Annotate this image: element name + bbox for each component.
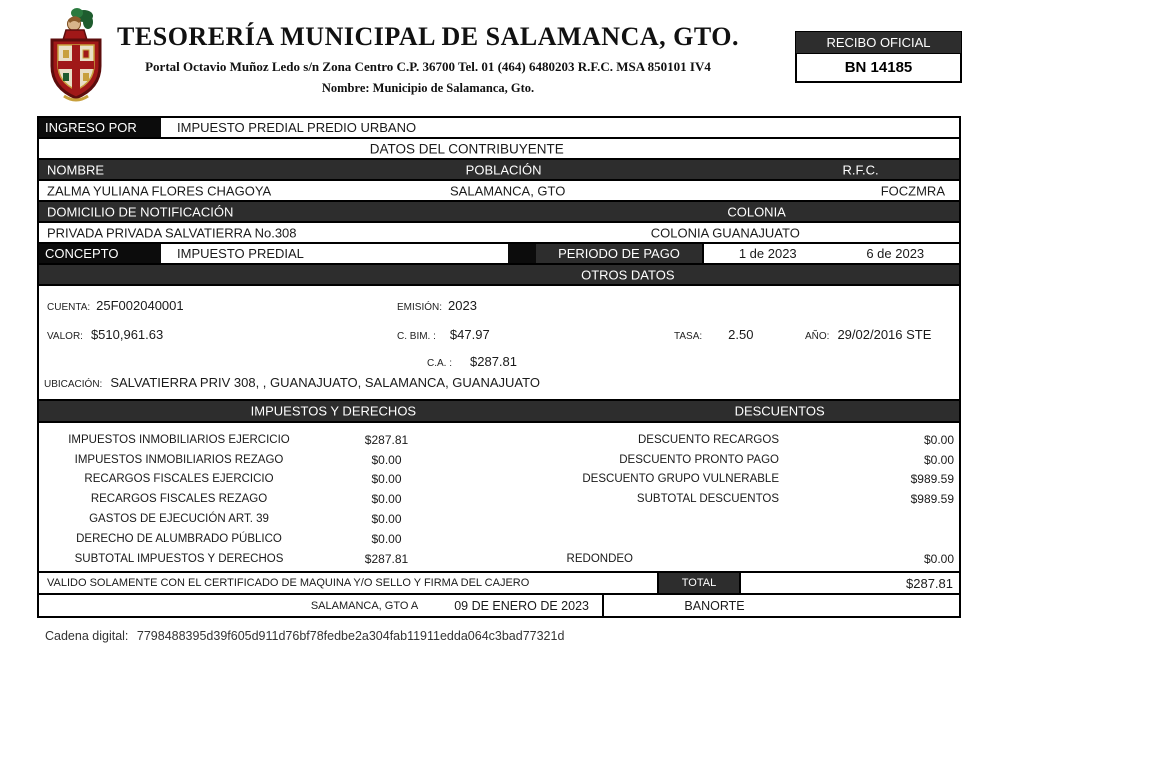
item-label: DESCUENTO RECARGOS (637, 433, 779, 446)
descuento-subtotal (499, 489, 959, 509)
item-value: $989.59 (910, 492, 954, 507)
total-row (39, 573, 959, 595)
domicilio-value: PRIVADA PRIVADA SALVATIERRA No.308 (47, 225, 297, 240)
ingreso-value: IMPUESTO PREDIAL PREDIO URBANO (177, 120, 417, 135)
poblacion-label: POBLACIÓN (465, 162, 542, 177)
descuento-item (499, 450, 959, 470)
ca-label: C.A. : (427, 358, 453, 369)
item-value: $0.00 (371, 472, 402, 487)
impuesto-item (39, 489, 499, 509)
impuesto-item (39, 509, 499, 529)
domicilio-label: DOMICILIO DE NOTIFICACIÓN (47, 204, 234, 219)
ubicacion-label: UBICACIÓN: (44, 379, 103, 390)
ingreso-label: INGRESO POR (39, 118, 161, 137)
periodo-label: PERIODO DE PAGO (536, 244, 704, 263)
redondeo-label: REDONDEO (566, 552, 633, 565)
impuestos-column (39, 430, 499, 571)
place-date-cell (39, 595, 604, 616)
impuesto-item (39, 430, 499, 450)
rfc-value: FOCZMRA (880, 183, 945, 198)
desglose-header-row (39, 401, 959, 423)
receipt-table (37, 116, 961, 618)
item-value: $287.81 (364, 551, 409, 566)
item-value: $0.00 (371, 531, 402, 546)
cbim-value: $47.97 (449, 327, 490, 342)
separator-block (508, 244, 536, 263)
item-value: $0.00 (923, 452, 954, 467)
item-label: DERECHO DE ALUMBRADO PÚBLICO (76, 532, 282, 545)
impuesto-item (39, 529, 499, 549)
periodo-fin: 6 de 2023 (866, 246, 925, 261)
concepto-label: CONCEPTO (39, 244, 161, 263)
receipt-label: RECIBO OFICIAL (795, 31, 962, 54)
cbim-label: C. BIM. : (397, 331, 436, 342)
item-label: IMPUESTOS INMOBILIARIOS REZAGO (74, 453, 284, 466)
otros-datos-header-row (39, 265, 959, 286)
bank-cell (604, 598, 959, 613)
concepto-value: IMPUESTO PREDIAL (177, 246, 304, 261)
item-value: $989.59 (910, 472, 954, 487)
ubicacion-field (44, 375, 540, 390)
poblacion-value: SALAMANCA, GTO (450, 183, 566, 198)
contribuyente-values-row (39, 181, 959, 202)
item-label: DESCUENTO PRONTO PAGO (619, 453, 779, 466)
section-title: DATOS DEL CONTRIBUYENTE (369, 141, 564, 156)
digital-chain-label: Cadena digital: (45, 629, 129, 643)
item-label: IMPUESTOS INMOBILIARIOS EJERCICIO (68, 433, 290, 446)
nombre-label: NOMBRE (47, 162, 105, 177)
item-label: RECARGOS FISCALES EJERCICIO (84, 473, 274, 486)
receipt-number: BN 14185 (795, 54, 962, 83)
org-title: TESORERÍA MUNICIPAL DE SALAMANCA, GTO. (117, 22, 739, 51)
valor-field (47, 327, 163, 342)
descuentos-title: DESCUENTOS (734, 403, 825, 419)
ubicacion-value: SALVATIERRA PRIV 308, , GUANAJUATO, SALAMANCA, GUANAJUATO (110, 375, 540, 390)
emision-value: 2023 (448, 298, 477, 313)
tasa-value: 2.50 (728, 327, 754, 342)
domicilio-values-row (39, 223, 959, 244)
ca-field (427, 354, 517, 369)
digital-chain-value: 7798488395d39f605d911d76bf78fedbe2a304fab11911edda064c3bad77321d (136, 629, 565, 643)
periodo-dates (704, 244, 959, 263)
tasa-field (674, 327, 753, 342)
colonia-label: COLONIA (727, 204, 786, 219)
org-entity-name: Nombre: Municipio de Salamanca, Gto. (321, 81, 535, 95)
anio-label: AÑO: (805, 331, 830, 342)
impuesto-item (39, 470, 499, 490)
coat-of-arms-icon (44, 8, 108, 108)
place-date-row (39, 595, 959, 616)
tasa-label: TASA: (674, 331, 703, 342)
redondeo-row (499, 549, 959, 569)
descuento-item (499, 470, 959, 490)
validity-note: VALIDO SOLAMENTE CON EL CERTIFICADO DE MAQUINA Y/O SELLO Y FIRMA DEL CAJERO (39, 573, 659, 593)
impuestos-title: IMPUESTOS Y DERECHOS (250, 403, 417, 419)
descuentos-column (499, 430, 959, 571)
section-contribuyente-title-row (39, 139, 959, 160)
emision-field (397, 298, 477, 313)
periodo-inicio: 1 de 2023 (738, 246, 797, 261)
valor-value: $510,961.63 (90, 327, 164, 342)
item-value: $287.81 (364, 432, 409, 447)
cbim-field (397, 327, 490, 342)
item-label: GASTOS DE EJECUCIÓN ART. 39 (89, 513, 269, 526)
domicilio-header-row (39, 202, 959, 223)
total-label: TOTAL (659, 573, 741, 593)
item-label: RECARGOS FISCALES REZAGO (90, 493, 268, 506)
municipal-crest-logo (44, 8, 108, 113)
rfc-label: R.F.C. (842, 162, 879, 177)
impuesto-subtotal (39, 549, 499, 569)
bank-name: BANORTE (684, 599, 745, 613)
redondeo-value: $0.00 (923, 551, 954, 566)
spacer-row (499, 529, 959, 549)
otros-datos-body (39, 286, 959, 401)
official-receipt-box (795, 31, 962, 83)
total-value: $287.81 (906, 575, 953, 591)
otros-datos-title: OTROS DATOS (581, 267, 675, 282)
ca-value: $287.81 (470, 354, 518, 369)
ingreso-row (39, 118, 959, 139)
item-label: SUBTOTAL IMPUESTOS Y DERECHOS (74, 552, 284, 565)
valor-label: VALOR: (47, 331, 83, 342)
cuenta-label: CUENTA: (47, 302, 91, 313)
item-label: DESCUENTO GRUPO VULNERABLE (582, 473, 779, 486)
descuento-item (499, 430, 959, 450)
item-value: $0.00 (923, 432, 954, 447)
digital-chain (45, 629, 564, 643)
nombre-value: ZALMA YULIANA FLORES CHAGOYA (47, 183, 272, 198)
org-address: Portal Octavio Muñoz Ledo s/n Zona Centro C.P. 36700 Tel. 01 (464) 6480203 R.F.C. MSA 850101 IV4 (145, 59, 711, 74)
cuenta-field (47, 298, 184, 313)
colonia-value: COLONIA GUANAJUATO (650, 225, 800, 240)
date-value: 09 DE ENERO DE 2023 (454, 598, 589, 613)
item-value: $0.00 (371, 492, 402, 507)
item-label: SUBTOTAL DESCUENTOS (636, 493, 779, 506)
cuenta-value: 25F002040001 (96, 298, 184, 313)
place-label: SALAMANCA, GTO A (310, 599, 419, 612)
concepto-row (39, 244, 959, 265)
impuesto-item (39, 450, 499, 470)
spacer-row (499, 509, 959, 529)
item-value: $0.00 (371, 512, 402, 527)
desglose-body (39, 423, 959, 573)
letterhead (112, 22, 744, 96)
anio-field (805, 327, 931, 342)
contribuyente-header-row (39, 160, 959, 181)
emision-label: EMISIÓN: (397, 302, 443, 313)
anio-value: 29/02/2016 STE (837, 327, 932, 342)
item-value: $0.00 (371, 452, 402, 467)
